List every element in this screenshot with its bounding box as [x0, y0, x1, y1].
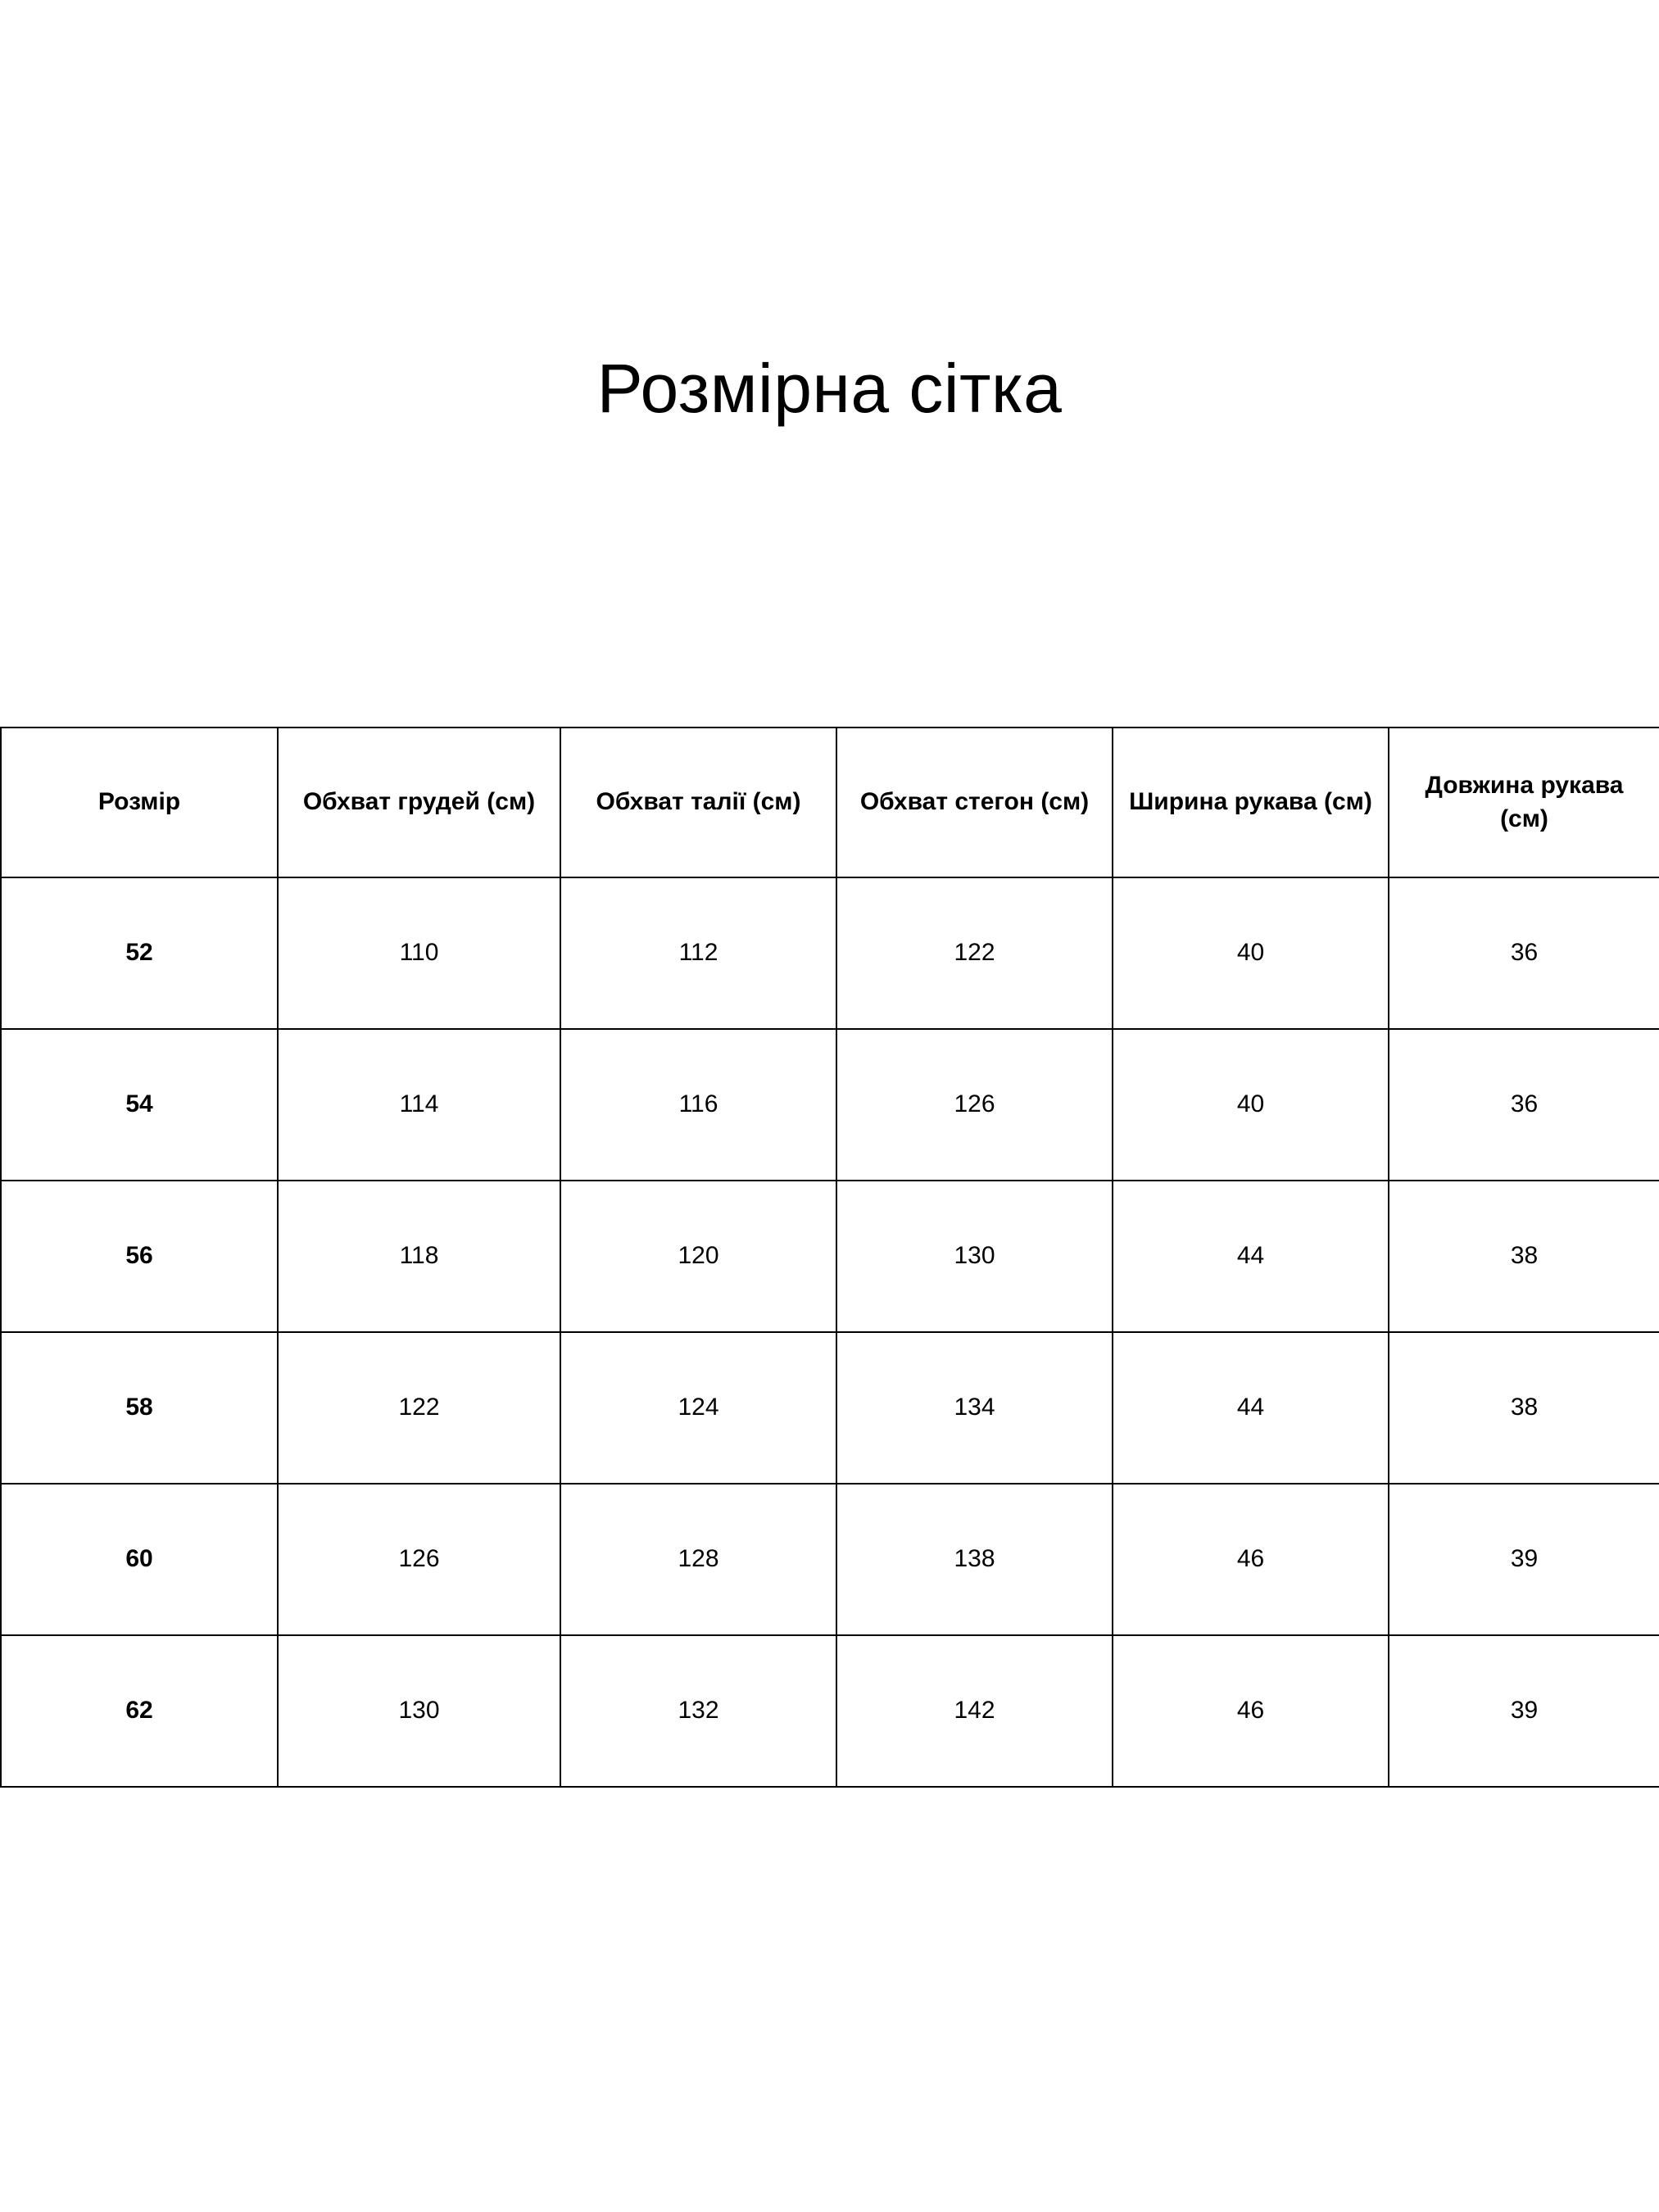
cell-sleeve-length: 36: [1389, 877, 1659, 1029]
cell-sleeve-length: 39: [1389, 1484, 1659, 1635]
size-chart-table: [0, 727, 1659, 1788]
cell-hips: 130: [836, 1181, 1113, 1332]
cell-sleeve-length: 39: [1389, 1635, 1659, 1787]
cell-hips: 142: [836, 1635, 1113, 1787]
table-header-row: [1, 728, 1659, 877]
cell-hips: 134: [836, 1332, 1113, 1484]
cell-waist: 120: [560, 1181, 836, 1332]
cell-chest: 114: [278, 1029, 560, 1181]
cell-chest: 110: [278, 877, 560, 1029]
table-row: [1, 1029, 1659, 1181]
cell-sleeve-width: 44: [1113, 1332, 1389, 1484]
column-header-hips: Обхват стегон (см): [836, 728, 1113, 877]
table-header: [1, 728, 1659, 877]
table-row: [1, 877, 1659, 1029]
table-body: [1, 877, 1659, 1787]
cell-sleeve-length: 36: [1389, 1029, 1659, 1181]
cell-chest: 118: [278, 1181, 560, 1332]
cell-hips: 138: [836, 1484, 1113, 1635]
cell-chest: 126: [278, 1484, 560, 1635]
column-header-waist: Обхват талії (см): [560, 728, 836, 877]
size-chart-container: [0, 727, 1659, 1788]
table-row: [1, 1181, 1659, 1332]
cell-waist: 116: [560, 1029, 836, 1181]
cell-sleeve-width: 40: [1113, 1029, 1389, 1181]
cell-waist: 112: [560, 877, 836, 1029]
column-header-size: Розмір: [1, 728, 278, 877]
cell-size: 60: [1, 1484, 278, 1635]
cell-chest: 130: [278, 1635, 560, 1787]
column-header-sleeve-length: Довжина рукава (см): [1389, 728, 1659, 877]
table-row: [1, 1484, 1659, 1635]
cell-hips: 126: [836, 1029, 1113, 1181]
cell-size: 52: [1, 877, 278, 1029]
cell-waist: 124: [560, 1332, 836, 1484]
cell-chest: 122: [278, 1332, 560, 1484]
cell-size: 62: [1, 1635, 278, 1787]
cell-size: 56: [1, 1181, 278, 1332]
table-row: [1, 1635, 1659, 1787]
cell-waist: 128: [560, 1484, 836, 1635]
page-title: Розмірна сітка: [596, 350, 1063, 428]
cell-sleeve-width: 44: [1113, 1181, 1389, 1332]
column-header-chest: Обхват грудей (см): [278, 728, 560, 877]
cell-sleeve-width: 46: [1113, 1484, 1389, 1635]
cell-size: 58: [1, 1332, 278, 1484]
cell-sleeve-width: 46: [1113, 1635, 1389, 1787]
cell-sleeve-width: 40: [1113, 877, 1389, 1029]
cell-hips: 122: [836, 877, 1113, 1029]
table-row: [1, 1332, 1659, 1484]
column-header-sleeve-width: Ширина рукава (см): [1113, 728, 1389, 877]
cell-size: 54: [1, 1029, 278, 1181]
cell-sleeve-length: 38: [1389, 1332, 1659, 1484]
cell-waist: 132: [560, 1635, 836, 1787]
cell-sleeve-length: 38: [1389, 1181, 1659, 1332]
